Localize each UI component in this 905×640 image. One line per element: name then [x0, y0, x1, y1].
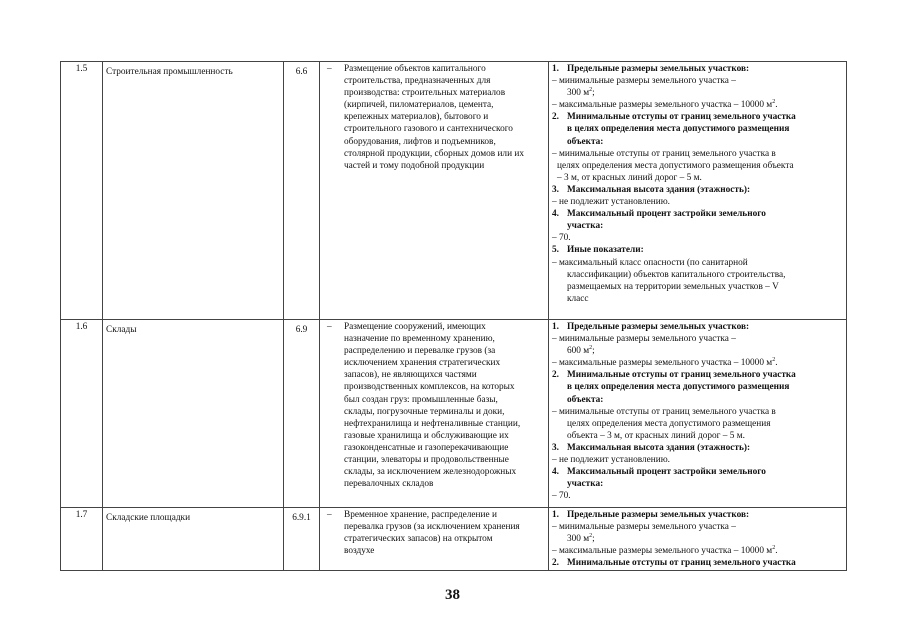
description-line: исключением хранения стратегических [344, 358, 501, 369]
param-line: классификации) объектов капитального строительства, [567, 269, 786, 280]
description-line: строительного газового и сантехнического [344, 124, 513, 135]
param-line: класс [567, 293, 589, 304]
description-line: столярной продукции, сборных домов или их [344, 148, 524, 159]
use-type-code: 6.6 [284, 62, 320, 320]
description-line: Временное хранение, распределение и [344, 510, 497, 520]
param-line: размещаемых на территории земельных участков – V [567, 281, 779, 292]
limit-parameters [549, 320, 847, 508]
land-use-table [60, 61, 847, 571]
use-type-code: 6.9.1 [284, 508, 320, 571]
description-line: строительства, предназначенных для [344, 76, 491, 87]
param-heading: 2. Минимальные отступы от границ земельного участка [552, 558, 796, 569]
param-line: – не подлежит установлению. [552, 197, 670, 208]
param-heading: участка: [567, 479, 604, 490]
list-dash: – [327, 510, 332, 520]
limit-parameters [549, 508, 847, 571]
description-line: оборудования, лифтов и подъемников, [344, 136, 496, 147]
param-line: – максимальные размеры земельного участка – 10000 $м^2$. [552, 545, 778, 557]
param-line: – минимальные отступы от границ земельного участка в [552, 148, 776, 159]
param-line: – 70. [552, 491, 571, 502]
description-text [344, 321, 546, 490]
param-line: – минимальные размеры земельного участка – [552, 334, 736, 345]
param-heading: 4. Максимальный процент застройки земельного [552, 209, 766, 220]
use-type-name: Складские площадки [103, 508, 284, 571]
param-heading: объекта: [567, 394, 604, 405]
description-line: запасов), не являющихся частями [344, 370, 477, 381]
param-heading: 1. Предельные размеры земельных участков: [552, 322, 750, 332]
param-line: 600 $м^2$; [567, 345, 595, 357]
description-line: склады, за исключением железнодорожных [344, 467, 517, 478]
table-row [61, 320, 847, 508]
use-type-code: 6.9 [284, 320, 320, 508]
param-line: объекта – 3 м, от красных линий дорог – 5 м. [567, 430, 745, 441]
param-heading: 3. Максимальная высота здания (этажность): [552, 442, 751, 453]
description-line: распределению и перевалке грузов (за [344, 346, 496, 357]
use-description [320, 508, 549, 571]
param-line: – максимальные размеры земельного участка – 10000 $м^2$. [552, 99, 778, 111]
row-number: 1.5 [61, 62, 103, 320]
row-number: 1.7 [61, 508, 103, 571]
description-line: стратегических запасов) на открытом [344, 534, 493, 545]
description-line: воздухе [344, 546, 375, 557]
param-heading: 5. Иные показатели: [552, 245, 644, 256]
table-row [61, 62, 847, 320]
param-heading: 1. Предельные размеры земельных участков: [552, 64, 750, 74]
description-text [344, 63, 546, 172]
row-number: 1.6 [61, 320, 103, 508]
description-text [344, 509, 546, 557]
param-line: целях определения места допустимого размещения объекта [557, 160, 794, 171]
param-line: – минимальные отступы от границ земельного участка в [552, 406, 776, 417]
param-line: – максимальные размеры земельного участка – 10000 $м^2$. [552, 357, 778, 369]
param-line: 300 $м^2$; [567, 533, 595, 545]
description-line: газовые хранилища и обслуживающие их [344, 430, 509, 441]
param-heading: 2. Минимальные отступы от границ земельного участка [552, 112, 796, 123]
description-line: назначение по временному хранению, [344, 334, 495, 345]
param-heading: 4. Максимальный процент застройки земельного [552, 467, 766, 478]
param-line: 300 $м^2$; [567, 87, 595, 99]
param-line: – максимальный класс опасности (по санитарной [552, 257, 748, 268]
param-line: – не подлежит установлению. [552, 455, 670, 466]
limit-parameters [549, 62, 847, 320]
description-line: перевалка грузов (за исключением хранения [344, 522, 520, 533]
param-heading: 1. Предельные размеры земельных участков: [552, 510, 750, 520]
param-line: – 3 м, от красных линий дорог – 5 м. [557, 172, 702, 183]
description-line: был создан груз: промышленные базы, [344, 394, 498, 405]
description-line: газоконденсатные и газоперекачивающие [344, 442, 509, 453]
param-heading: 2. Минимальные отступы от границ земельного участка [552, 370, 796, 381]
description-line: нефтехранилища и нефтеналивные станции, [344, 418, 521, 429]
description-line: производственных комплексов, на которых [344, 382, 515, 393]
description-line: склады, погрузочные терминалы и доки, [344, 406, 505, 417]
description-line: перевалочных складов [344, 479, 434, 490]
list-dash: – [327, 322, 332, 332]
description-line: (кирпичей, пиломатериалов, цемента, [344, 100, 494, 111]
list-dash: – [327, 64, 332, 74]
use-type-name: Строительная промышленность [103, 62, 284, 320]
description-line: Размещение сооружений, имеющих [344, 322, 486, 332]
param-line: – минимальные размеры земельного участка – [552, 522, 736, 533]
use-type-name: Склады [103, 320, 284, 508]
param-heading: 3. Максимальная высота здания (этажность): [552, 184, 751, 195]
param-heading: в целях определения места допустимого размещения [567, 382, 790, 393]
param-heading: в целях определения места допустимого размещения [567, 124, 790, 135]
use-description [320, 62, 549, 320]
param-heading: участка: [567, 221, 604, 232]
use-description [320, 320, 549, 508]
description-line: производства: строительных материалов [344, 88, 506, 99]
param-line: целях определения места допустимого размещения [567, 418, 771, 429]
param-line: – минимальные размеры земельного участка – [552, 76, 736, 87]
page-number: 38 [445, 587, 460, 603]
description-line: частей и тому подобной продукции [344, 160, 485, 171]
param-line: – 70. [552, 233, 571, 244]
description-line: Размещение объектов капитального [344, 64, 486, 74]
description-line: станции, элеваторы и продовольственные [344, 455, 509, 466]
param-heading: объекта: [567, 136, 604, 147]
description-line: крепежных материалов), бытового и [344, 112, 489, 123]
table-row [61, 508, 847, 571]
